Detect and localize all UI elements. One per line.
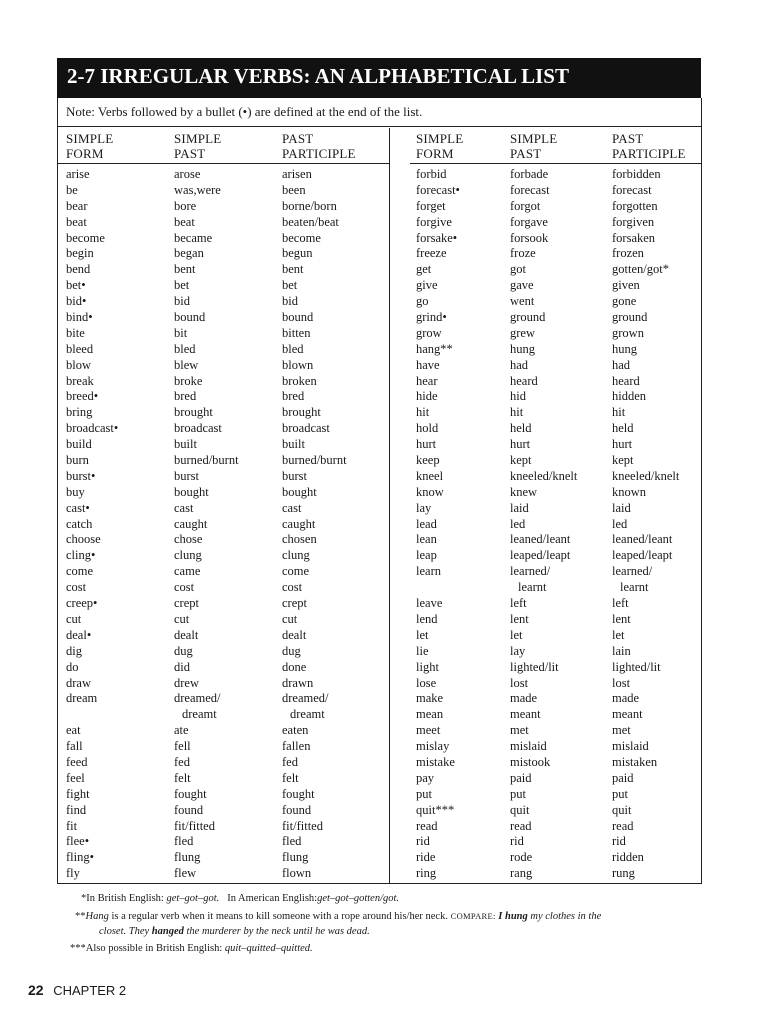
verb-cell: leaped/leapt [510,548,571,563]
verb-cell: lent [510,611,529,626]
verb-cell: was,were [174,182,221,197]
column-right-past-participle [612,167,679,882]
verb-cell: ate [174,723,189,738]
verb-cell: lend [416,611,438,626]
verb-cell: forecast [612,182,652,197]
verb-cell: forbade [510,167,549,181]
verb-cell: eaten [282,723,309,738]
verb-cell: mislaid [612,739,649,754]
verb-cell: hidden [612,389,647,404]
verb-cell: had [510,357,529,372]
verb-cell: breed• [66,389,99,404]
verb-cell: clung [174,548,202,563]
verb-cell: cut [66,611,82,626]
verb-cell: laid [612,500,631,515]
verb-cell: forbid [416,167,447,181]
verb-cell: lain [612,643,631,658]
verb-cell: lie [416,643,429,658]
verb-cell: kept [510,453,532,468]
verb-cell: grow [416,325,442,340]
verb-cell: cut [282,611,298,626]
section-title-bar [57,58,701,98]
verb-cell [66,707,118,723]
verb-cell: heard [612,373,640,388]
verb-cell: give [416,278,438,293]
verb-cell: come [282,564,310,579]
footnote-hang: **Hang is a regular verb when it means to kill someone with a rope around his/her neck. COMPARE: I hung my clothes in the [75,911,602,922]
verb-cell: bled [174,341,196,356]
verb-cell: burned/burnt [174,453,239,468]
verb-cell: bought [174,484,209,499]
verb-cell: learned/ [510,564,551,579]
verb-cell: build [66,437,92,452]
chapter-label: CHAPTER 2 [53,983,127,998]
verb-cell: bend [66,262,91,277]
verb-cell: bid• [66,294,87,309]
verb-cell: lean [416,532,437,547]
header-simple-past-left: SIMPLE PAST [174,131,222,161]
header-simple-form-left: SIMPLE FORM [66,131,114,161]
verb-cell: go [416,294,429,309]
verb-cell: dreamt [182,707,217,722]
verb-cell: hit [612,405,626,420]
verb-cell: got [510,262,526,277]
verb-cell: choose [66,532,101,547]
verb-cell: hurt [510,437,531,452]
verb-cell: brought [282,405,321,420]
header-underline-right [410,163,701,164]
verb-cell: froze [510,246,536,261]
verb-cell: held [612,421,634,436]
verb-cell: bent [282,262,304,277]
verb-cell: fling• [66,850,94,865]
verb-cell: let [612,627,625,642]
verb-cell: found [282,802,312,817]
verb-cell: made [612,691,640,706]
verb-cell: beat [174,214,195,229]
verb-cell: learnt [620,580,649,595]
verb-cell: fought [174,786,207,801]
verb-cell: bent [174,262,196,277]
verb-cell: begin [66,246,94,261]
verb-cell: leave [416,596,443,611]
verb-cell: paid [510,770,532,785]
verb-cell: arisen [282,167,312,181]
verb-cell: creep• [66,596,98,611]
verb-cell: bind• [66,310,93,325]
verb-cell: fit/fitted [282,818,323,833]
column-divider [389,128,390,883]
verb-cell: fit/fitted [174,818,215,833]
verb-cell: had [612,357,631,372]
section-title: 2-7 IRREGULAR VERBS: AN ALPHABETICAL LIST [67,64,569,88]
verb-cell: lost [612,675,631,690]
verb-cell: rang [510,866,533,881]
verb-cell: forsook [510,230,549,245]
verb-cell: fed [282,754,298,769]
verb-cell: rid [510,834,524,849]
verb-cell: bleed [66,341,94,356]
verb-cell: beat [66,214,87,229]
verb-cell: met [612,723,631,738]
verb-cell: kneeled/knelt [510,468,578,483]
verb-cell: quit*** [416,802,455,817]
verb-cell: read [416,818,438,833]
verb-cell: eat [66,723,81,738]
verb-cell: built [174,437,197,452]
verb-cell: become [282,230,321,245]
verb-cell: dug [174,643,193,658]
verb-cell: ride [416,850,436,865]
verb-cell: know [416,484,444,499]
verb-cell: fled [174,834,194,849]
verb-cell: gone [612,294,637,309]
verb-cell: chose [174,532,203,547]
verb-cell: dealt [174,627,199,642]
verb-cell: put [510,786,526,801]
verb-cell: burn [66,453,89,468]
verb-cell: flung [174,850,201,865]
verb-cell: forgot [510,198,541,213]
verb-cell: forgiven [612,214,655,229]
verb-cell: leaned/leant [612,532,673,547]
verb-cell: came [174,564,201,579]
verb-cell: learnt [518,580,547,595]
verb-cell: blown [282,357,314,372]
verb-cell: dreamed/ [282,691,329,706]
verb-cell: put [612,786,628,801]
verb-cell: dreamt [290,707,325,722]
verb-cell: rung [612,866,635,881]
verb-cell: broke [174,373,203,388]
verb-cell: bid [174,294,190,309]
verb-cell: lighted/lit [510,659,559,674]
verb-cell: began [174,246,204,261]
verb-cell: dealt [282,627,307,642]
verb-cell: drew [174,675,199,690]
verb-cell: fight [66,786,90,801]
header-underline-left [57,163,389,164]
verb-cell: crept [282,596,307,611]
footnote-british-english: *In British English: get–got–got. In American English:get–got–gotten/got. [81,893,400,904]
verb-cell: cost [174,580,195,595]
verb-cell: forsake• [416,230,458,245]
verb-cell: dug [282,643,301,658]
verb-cell: hit [510,405,524,420]
verb-cell: hid [510,389,526,404]
verb-cell: broadcast [174,421,222,436]
verb-cell: lost [510,675,529,690]
verb-cell: quit [612,802,632,817]
verb-cell: arose [174,167,201,181]
verb-cell: kept [612,453,634,468]
page-number: 22 [28,982,44,998]
verb-cell: find [66,802,87,817]
column-left-simple-form [66,167,118,882]
verb-cell: leap [416,548,437,563]
verb-cell: learned/ [612,564,653,579]
verb-cell: get [416,262,432,277]
verb-cell: dig [66,643,82,658]
verb-cell: mislaid [510,739,547,754]
verb-cell: let [416,627,429,642]
verb-cell: feed [66,754,88,769]
verb-cell: mislay [416,739,450,754]
table-note: Note: Verbs followed by a bullet (•) are defined at the end of the list. [66,104,423,119]
verb-cell: be [66,182,78,197]
verb-cell: felt [174,770,191,785]
verb-cell: bound [174,310,206,325]
verb-cell: hide [416,389,438,404]
verb-cell: freeze [416,246,447,261]
verb-cell: arise [66,167,90,181]
verb-cell: became [174,230,213,245]
verb-cell: bet [282,278,298,293]
verb-cell: rid [416,834,430,849]
verb-cell: mistook [510,754,551,769]
verb-cell: led [612,516,628,531]
note-divider [57,126,701,127]
verb-cell: put [416,786,432,801]
verb-cell: gotten/got* [612,262,669,277]
verb-cell: bit [174,325,188,340]
verb-cell: do [66,659,79,674]
verb-cell: paid [612,770,634,785]
verb-cell: burst• [66,468,96,483]
verb-cell: made [510,691,538,706]
verb-cell: forecast• [416,182,460,197]
verb-cell: left [612,596,629,611]
verb-cell: held [510,421,532,436]
verb-cell: given [612,278,640,293]
verb-cell: hang** [416,341,453,356]
verb-cell: meant [510,707,541,722]
verb-cell: light [416,659,439,674]
header-simple-past-right: SIMPLE PAST [510,131,558,161]
verb-cell: blew [174,357,199,372]
verb-cell: frozen [612,246,644,261]
verb-cell: ring [416,866,437,881]
verb-cell: grew [510,325,535,340]
verb-cell: lose [416,675,437,690]
verb-cell: built [282,437,305,452]
verb-cell: flew [174,866,197,881]
verb-cell: kneel [416,468,444,483]
verb-cell: draw [66,675,91,690]
verb-cell: hurt [612,437,633,452]
verb-cell: chosen [282,532,317,547]
verb-cell: bled [282,341,304,356]
verb-cell: felt [282,770,299,785]
verb-cell: fell [174,739,191,754]
header-past-participle-left: PAST PARTICIPLE [282,131,356,161]
verb-cell: leaned/leant [510,532,571,547]
verb-cell: bitten [282,325,311,340]
verb-cell: bought [282,484,317,499]
verb-cell: deal• [66,627,92,642]
verb-cell: lay [416,500,432,515]
verb-cell: fall [66,739,83,754]
verb-cell: ridden [612,850,644,865]
verb-cell: caught [282,516,316,531]
verb-cell: beaten/beat [282,214,339,229]
verb-cell: bet [174,278,190,293]
header-past-participle-right: PAST PARTICIPLE [612,131,686,161]
column-right-simple-form [416,167,460,882]
footnote-hang-continued: closet. They hanged the murderer by the neck until he was dead. [99,926,370,937]
column-left-simple-past [174,167,239,882]
verb-cell: flee• [66,834,90,849]
verb-cell: catch [66,516,93,531]
verb-cell: mistake [416,754,455,769]
verb-cell: break [66,373,94,388]
column-left-past-participle [282,167,347,882]
verb-cell: bred [282,389,305,404]
header-simple-form-right: SIMPLE FORM [416,131,464,161]
verb-cell: forget [416,198,446,213]
verb-cell: bet• [66,278,86,293]
verb-cell: bound [282,310,314,325]
verb-cell: known [612,484,647,499]
verb-cell: been [282,182,306,197]
verb-cell: lay [510,643,526,658]
verb-cell: lighted/lit [612,659,661,674]
verb-cell: borne/born [282,198,337,213]
verb-cell: quit [510,802,530,817]
verb-cell: forgive [416,214,452,229]
page-footer [28,982,126,998]
verb-cell: crept [174,596,199,611]
verb-cell: cost [282,580,303,595]
verb-cell: hold [416,421,439,436]
verb-cell: forsaken [612,230,656,245]
footnote-quit: ***Also possible in British English: quit–quitted–quitted. [70,943,313,954]
verb-cell [416,580,460,596]
verb-cell: come [66,564,94,579]
verb-cell: cast [282,500,302,515]
verb-cell: bring [66,405,93,420]
verb-cell: burst [282,468,307,483]
verb-cell: meant [612,707,643,722]
verb-cell: drawn [282,675,314,690]
verb-cell: make [416,691,444,706]
verb-cell: hurt [416,437,437,452]
verb-cell: blow [66,357,91,372]
verb-cell: broadcast [282,421,330,436]
verb-cell: met [510,723,529,738]
verb-cell: bore [174,198,197,213]
verb-cell: pay [416,770,435,785]
verb-cell: meet [416,723,441,738]
verb-cell: fly [66,866,80,881]
verb-cell: brought [174,405,213,420]
verb-cell: forgotten [612,198,658,213]
verb-cell: forgave [510,214,548,229]
verb-cell: broken [282,373,317,388]
verb-cell: mistaken [612,754,658,769]
verb-cell: have [416,357,440,372]
verb-cell: hung [510,341,535,356]
verb-cell: fled [282,834,302,849]
verb-cell: hit [416,405,430,420]
verb-cell: leaped/leapt [612,548,673,563]
verb-cell: flown [282,866,312,881]
verb-cell: bred [174,389,197,404]
verb-cell: learn [416,564,441,579]
verb-cell: forbidden [612,167,661,181]
verb-cell: fit [66,818,78,833]
verb-cell: fed [174,754,190,769]
verb-cell: cast [174,500,194,515]
verb-cell: broadcast• [66,421,119,436]
verb-cell: left [510,596,527,611]
verb-cell: led [510,516,526,531]
table-frame [57,98,702,884]
verb-cell: lent [612,611,631,626]
verb-cell: clung [282,548,310,563]
verb-cell: knew [510,484,538,499]
verb-cell: rid [612,834,626,849]
verb-cell: done [282,659,307,674]
verb-cell: heard [510,373,538,388]
verb-cell: cast• [66,500,90,515]
verb-cell: grown [612,325,644,340]
verb-cell: bid [282,294,298,309]
verb-cell: laid [510,500,529,515]
verb-cell: gave [510,278,534,293]
verb-cell: ground [612,310,648,325]
verb-cell: kneeled/knelt [612,468,680,483]
verb-cell: flung [282,850,309,865]
verb-cell: burst [174,468,199,483]
verb-cell: cost [66,580,87,595]
verb-cell: forecast [510,182,550,197]
verb-cell: bite [66,325,85,340]
verb-cell: buy [66,484,85,499]
verb-cell: keep [416,453,440,468]
verb-cell: went [510,294,535,309]
verb-cell: hear [416,373,438,388]
verb-cell: lead [416,516,437,531]
verb-cell: read [612,818,634,833]
verb-cell: cut [174,611,190,626]
verb-cell: burned/burnt [282,453,347,468]
verb-cell: rode [510,850,533,865]
verb-cell: mean [416,707,444,722]
verb-cell: feel [66,770,85,785]
verb-cell: bear [66,198,88,213]
verb-cell: become [66,230,105,245]
verb-cell: caught [174,516,208,531]
verb-cell: hung [612,341,637,356]
verb-cell: dreamed/ [174,691,221,706]
verb-cell: ground [510,310,546,325]
verb-cell: read [510,818,532,833]
column-right-simple-past [510,167,577,882]
verb-cell: grind• [416,310,447,325]
verb-cell: dream [66,691,98,706]
verb-cell: found [174,802,204,817]
verb-cell: fallen [282,739,311,754]
verb-cell: cling• [66,548,96,563]
verb-cell: begun [282,246,313,261]
verb-cell: did [174,659,190,674]
verb-cell: let [510,627,523,642]
verb-cell: fought [282,786,315,801]
